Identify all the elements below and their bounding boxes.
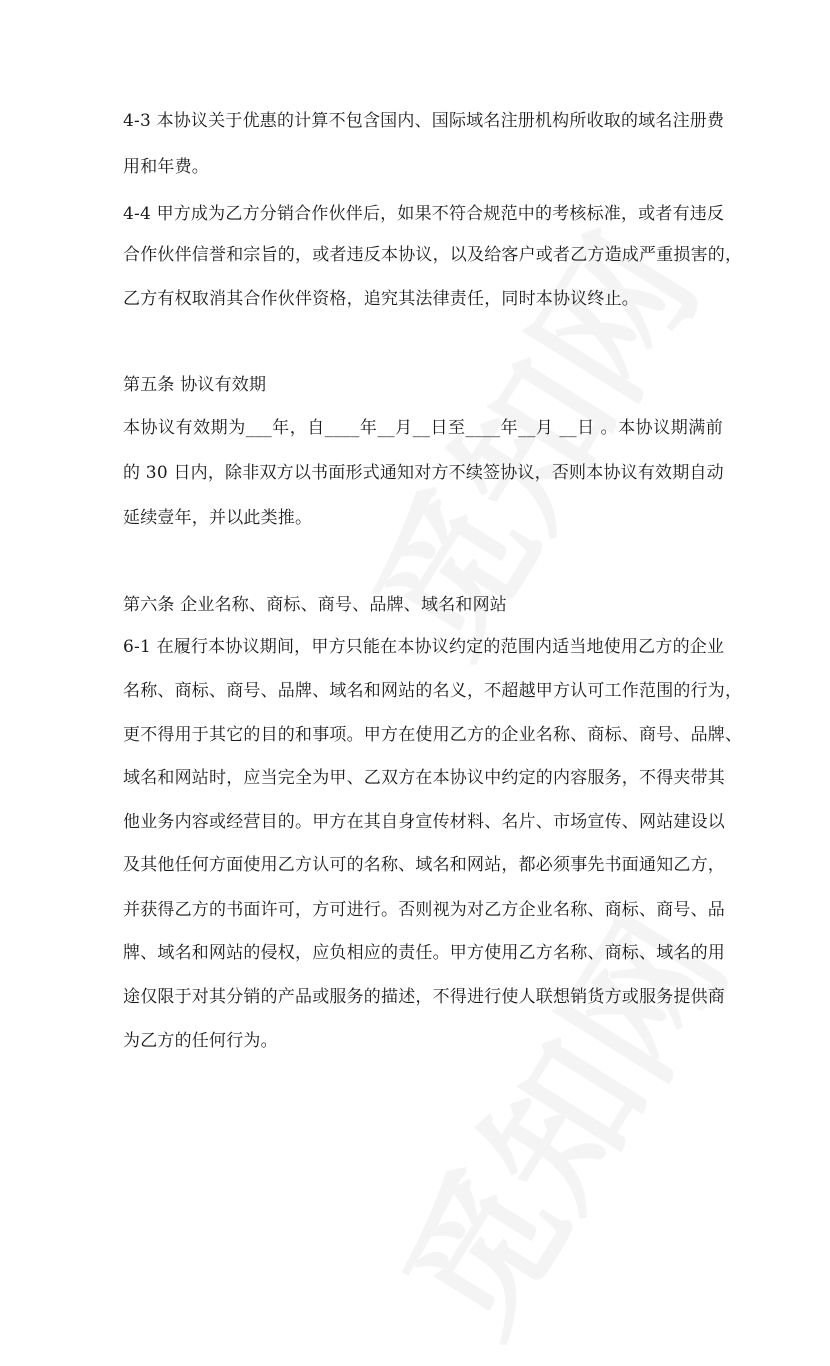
section-heading: 第六条 企业名称、商标、商号、品牌、域名和网站 bbox=[123, 595, 508, 615]
paragraph-line: 为乙方的任何行为。 bbox=[123, 1031, 278, 1051]
paragraph-line: 乙方有权取消其合作伙伴资格，追究其法律责任，同时本协议终止。 bbox=[123, 289, 639, 309]
paragraph-line: 6-1 在履行本协议期间，甲方只能在本协议约定的范围内适当地使用乙方的企业 bbox=[123, 637, 725, 657]
paragraph-line: 及其他任何方面使用乙方认可的名称、域名和网站，都必须事先书面通知乙方， bbox=[123, 855, 725, 875]
paragraph-line: 用和年费。 bbox=[123, 157, 209, 177]
paragraph-line: 的 30 日内，除非双方以书面形式通知对方不续签协议，否则本协议有效期自动 bbox=[123, 463, 724, 483]
paragraph-line: 并获得乙方的书面许可，方可进行。否则视为对乙方企业名称、商标、商号、品 bbox=[123, 900, 725, 920]
paragraph-line: 牌、域名和网站的侵权，应负相应的责任。甲方使用乙方名称、商标、域名的用 bbox=[123, 943, 725, 963]
paragraph-line: 名称、商标、商号、品牌、域名和网站的名义，不超越甲方认可工作范围的行为， bbox=[123, 681, 743, 701]
paragraph-line: 4-4 甲方成为乙方分销合作伙伴后，如果不符合规范中的考核标准，或者有违反 bbox=[123, 204, 725, 224]
paragraph-line: 他业务内容或经营目的。甲方在其自身宣传材料、名片、市场宣传、网站建设以 bbox=[123, 812, 725, 832]
paragraph-line: 合作伙伴信誉和宗旨的，或者违反本协议，以及给客户或者乙方造成严重损害的， bbox=[123, 245, 743, 265]
paragraph-line: 本协议有效期为___年，自____年__月__日至____年__月 __日 。本协议期满前 bbox=[123, 418, 723, 438]
paragraph-line: 域名和网站时，应当完全为甲、乙双方在本协议中约定的内容服务，不得夹带其 bbox=[123, 768, 725, 788]
paragraph-line: 途仅限于对其分销的产品或服务的描述，不得进行使人联想销货方或服务提供商 bbox=[123, 987, 725, 1007]
paragraph-line: 4-3 本协议关于优惠的计算不包含国内、国际域名注册机构所收取的域名注册费 bbox=[123, 111, 725, 131]
paragraph-line: 更不得用于其它的目的和事项。甲方在使用乙方的企业名称、商标、商号、品牌、 bbox=[123, 725, 743, 745]
section-heading: 第五条 协议有效期 bbox=[123, 375, 267, 395]
paragraph-line: 延续壹年，并以此类推。 bbox=[123, 508, 313, 528]
